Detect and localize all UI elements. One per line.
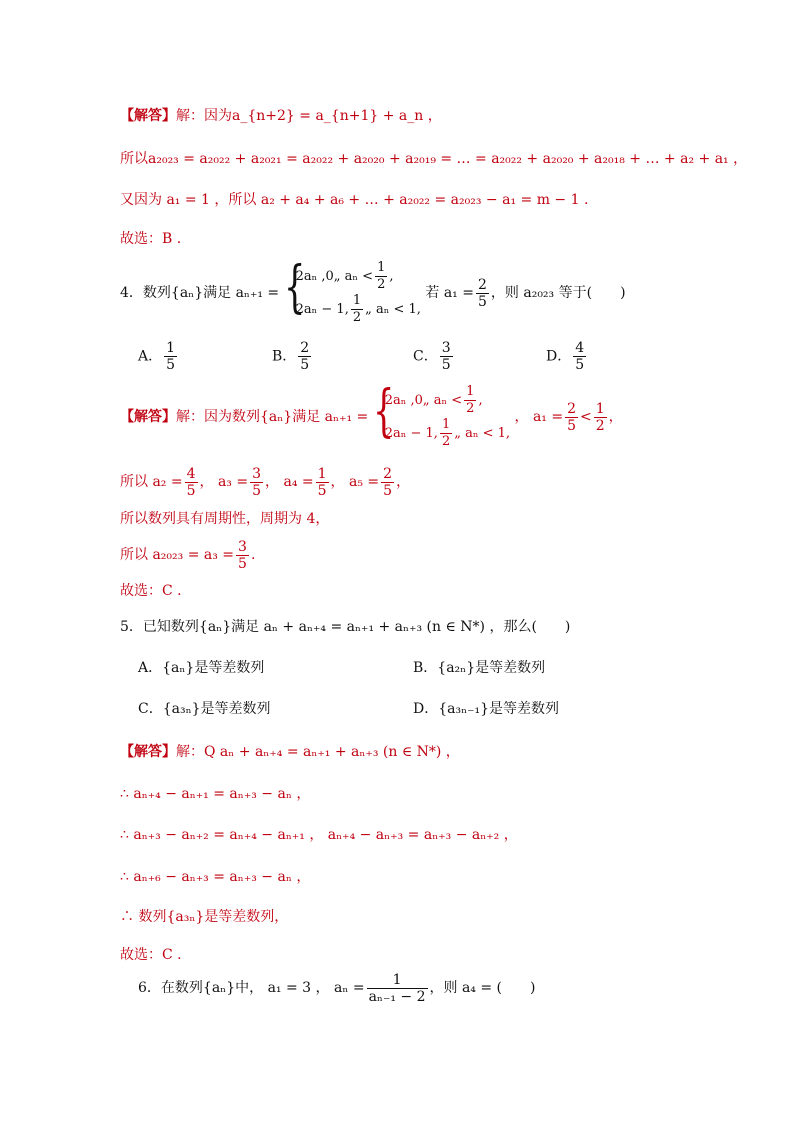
sol5-answer: 故选：C . xyxy=(120,947,182,963)
answer-tag: 【解答】 xyxy=(120,409,176,425)
q4-stem-prefix: 4．数列{aₙ}满足 aₙ₊₁ = xyxy=(120,285,280,301)
answer-tag: 【解答】 xyxy=(120,108,176,124)
brace-icon: { xyxy=(283,255,306,320)
sol4-line4: 所以 a₂₀₂₃ = a₃ = $\frac{3}{5}$ . xyxy=(120,538,256,572)
sol4-head: 【解答】解：因为数列{aₙ}满足 aₙ₊₁ = { 2aₙ ,0„ aₙ < $\frac{1}{2}$ , 2aₙ − 1, $\frac{1}{2}$ „ aₙ < 1, ， a₁ = $\frac{2}{5}$ < $\frac{1}{2}$ ， xyxy=(120,379,623,449)
q6-stem: 6．在数列{aₙ}中， a₁ = 3 ， aₙ = $\frac{1}{\text{aₙ₋₁ − 2}}$ ，则 a₄ = ( ) xyxy=(138,971,536,1005)
q5-option-d: D．{a₃ₙ₋₁}是等差数列 xyxy=(413,701,560,717)
sol5-line3: ∴ aₙ₊₆ − aₙ₊₃ = aₙ₊₃ − aₙ ， xyxy=(120,869,311,885)
sol5-line2: ∴ aₙ₊₃ − aₙ₊₂ = aₙ₊₄ − aₙ₊₁ ， aₙ₊₄ − aₙ₊₃ = aₙ₊₃ − aₙ₊₂ ， xyxy=(120,827,518,843)
brace-icon: { xyxy=(372,379,395,444)
q4-stem xyxy=(120,255,626,328)
q4-stem-suffix: ，则 a₂₀₂₃ 等于( ) xyxy=(490,285,626,301)
sol3-answer: 故选：B . xyxy=(120,231,182,247)
sol3-line3: 又因为 a₁ = 1 ，所以 a₂ + a₄ + a₆ + … + a₂₀₂₂ = a₂₀₂₃ − a₁ = m − 1 . xyxy=(120,192,589,208)
sol3-head xyxy=(120,105,442,127)
q4-case1: 2aₙ ,0„ aₙ < $\frac{1}{2}$ , xyxy=(295,260,394,292)
sol5-line1: ∴ aₙ₊₄ − aₙ₊₁ = aₙ₊₃ − aₙ ， xyxy=(120,786,311,802)
sol4-cases: { 2aₙ ,0„ aₙ < $\frac{1}{2}$ , 2aₙ − 1, $\frac{1}{2}$ „ aₙ < 1, xyxy=(372,379,511,449)
q5-option-c: C．{a₃ₙ}是等差数列 xyxy=(138,701,271,717)
q4-option-d: D． $\frac{4}{5}$ xyxy=(546,340,585,373)
q4-condition: 若 a₁ = xyxy=(425,285,474,301)
sol4-head-text: 解：因为数列{aₙ}满足 aₙ₊₁ = xyxy=(176,409,369,425)
q4-cond-frac: $\frac{2}{5}$ xyxy=(477,276,487,310)
answer-tag: 【解答】 xyxy=(120,744,176,760)
q4-option-a: A． $\frac{1}{5}$ xyxy=(138,340,176,373)
sol5-head xyxy=(120,741,460,763)
sol5-head-text: 解：Q aₙ + aₙ₊₄ = aₙ₊₁ + aₙ₊₃ (n ∈ N*) ， xyxy=(176,744,460,760)
q4-option-c: C． $\frac{3}{5}$ xyxy=(413,340,451,373)
q5-stem: 5．已知数列{aₙ}满足 aₙ + aₙ₊₄ = aₙ₊₁ + aₙ₊₃ (n ∈ N*) ，那么( ) xyxy=(120,619,571,635)
sol4-answer: 故选：C . xyxy=(120,583,182,599)
q4-cases xyxy=(283,255,421,326)
q4-case2: 2aₙ − 1, $\frac{1}{2}$ „ aₙ < 1, xyxy=(295,293,421,325)
sol5-line4: ∴ 数列{a₃ₙ}是等差数列， xyxy=(120,909,289,925)
q4-option-b: B． $\frac{2}{5}$ xyxy=(272,340,310,373)
sol4-period: 所以数列具有周期性，周期为 4， xyxy=(120,511,330,527)
sol3-head-text: 解：因为a_{n+2} = a_{n+1} + a_n ， xyxy=(176,108,442,124)
sol4-a1: a₁ = $\frac{2}{5}$ < $\frac{1}{2}$ ， xyxy=(532,400,623,434)
q5-option-a: A．{aₙ}是等差数列 xyxy=(138,660,265,676)
sol4-line2: 所以 a₂ = $\frac{4}{5}$ ， a₃ = $\frac{3}{5}$ ， a₄ = $\frac{1}{5}$ ， a₅ = $\frac{2}{5}$ ， xyxy=(120,465,411,499)
sol3-line2: 所以a₂₀₂₃ = a₂₀₂₂ + a₂₀₂₁ = a₂₀₂₂ + a₂₀₂₀ + a₂₀₁₉ = … = a₂₀₂₂ + a₂₀₂₀ + a₂₀₁₈ + … + a₂ + a₁ ， xyxy=(120,151,748,167)
q5-option-b: B．{a₂ₙ}是等差数列 xyxy=(413,660,546,676)
